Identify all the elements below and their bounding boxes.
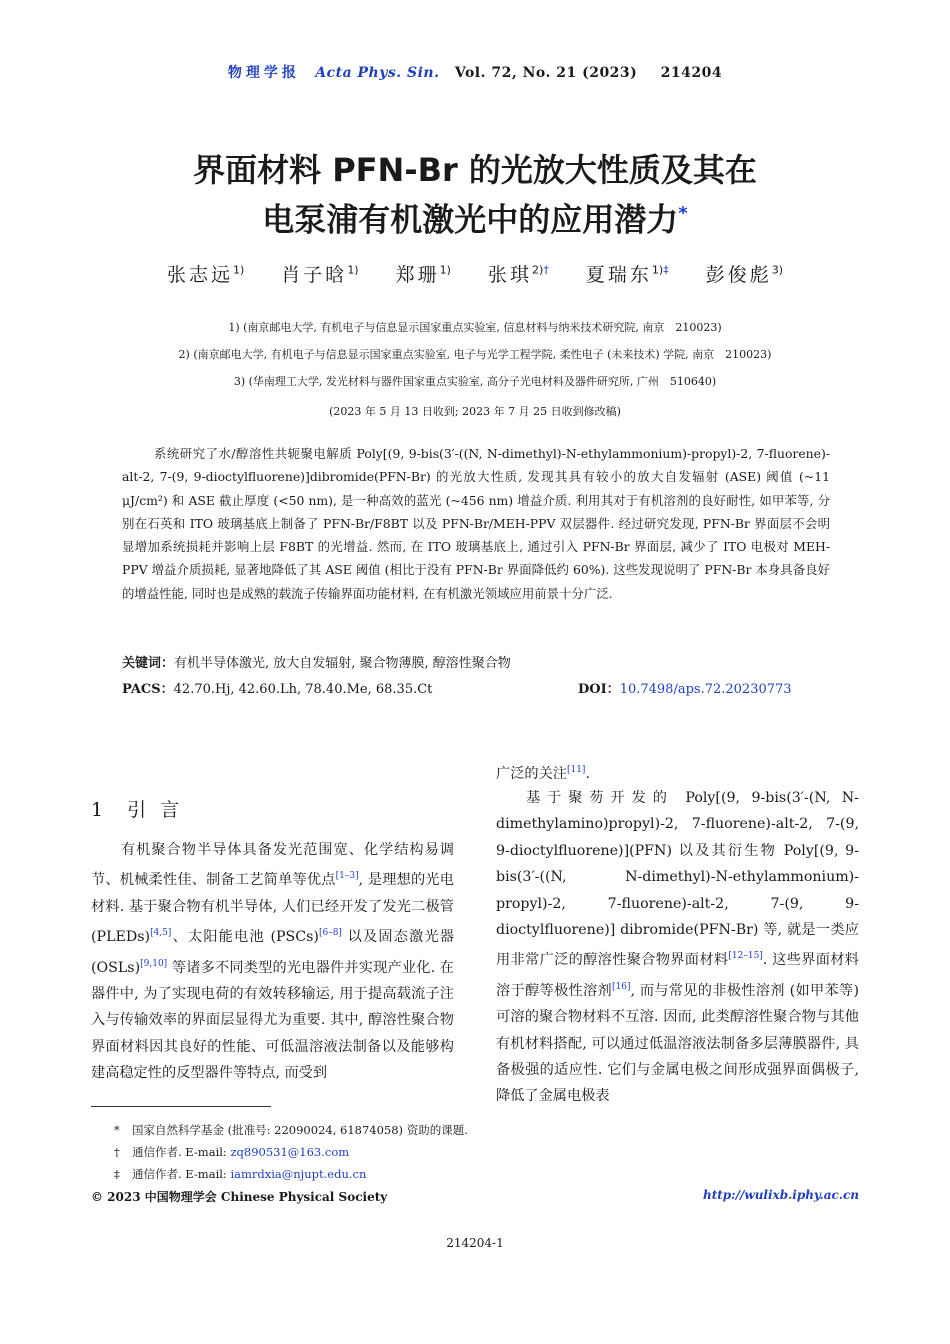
funding-marker: * <box>678 203 688 224</box>
affiliation-3: 3) (华南理工大学, 发光材料与器件国家重点实验室, 高分子光电材料及器件研究所, 广州 510640) <box>233 375 717 388</box>
doi-label: DOI： <box>578 682 620 697</box>
section-number: 1 <box>91 799 106 821</box>
author: 彭俊彪$^{3)}$ <box>705 263 784 286</box>
author: 张志远$^{1)}$ <box>166 263 245 286</box>
page-number: 214204-1 <box>446 1236 504 1250</box>
affiliation-1: 1) (南京邮电大学, 有机电子与信息显示国家重点实验室, 信息材料与纳米技术研究院, 南京 210023) <box>228 321 722 334</box>
footnote-corresponding-1: † 通信作者. E-mail: zq890531@163.com <box>114 1145 350 1159</box>
email-link[interactable]: iamrdxia@njupt.edu.cn <box>230 1167 367 1181</box>
abstract: 系统研究了水/醇溶性共轭聚电解质 Poly[(9, 9-bis(3′-((N, N-dimethyl)-N-ethylammonium)-propyl)-2, 7-fluorene)-alt-2, 7-(9, 9-dioctylfluorene)]dibromide(PFN-Br) 的光放大性质, 发现其具有较小的放大自发辐射 (ASE) 阈值 (~11 μJ/cm²) 和 ASE 截止厚度 (<50 nm), 是一种高效的蓝光 (~456 nm) 增益介质. 利用其对于有机溶剂的良好耐性, 如甲苯等, 分别在石英和 ITO 玻璃基底上制备了 PFN-Br/F8BT 以及 PFN-Br/MEH-PPV 双层器件. 经过研究发现, PFN-Br 界面层不会明显增加系统损耗并影响上层 F8BT 的光增益. 然而, 在 ITO 玻璃基底上, 通过引入 PFN-Br 界面层, 减少了 ITO 电极对 MEH-PPV 增益介质损耗, 显著地降低了其 ASE 阈值 (相比于没有 PFN-Br 界面降低约 60%). 这些发现说明了 PFN-Br 本身具备良好的增益性能, 同时也是成熟的载流子传输界面功能材料, 在有机激光领域应用前景十分广泛. <box>122 446 830 601</box>
intro-paragraph-1-continued: 广泛的关注[11]. <box>496 765 590 782</box>
journal-website-link[interactable]: http://wulixb.iphy.ac.cn <box>702 1188 859 1202</box>
journal-header <box>0 62 950 82</box>
pacs-text: 42.70.Hj, 42.60.Lh, 78.40.Me, 68.35.Ct <box>173 682 433 697</box>
author: 郑珊$^{1)}$ <box>395 263 451 286</box>
author: 夏瑞东$^{1)\ddagger}$ <box>585 263 669 286</box>
article-number: 214204 <box>660 65 723 81</box>
paper-title <box>0 148 950 242</box>
pacs-line <box>122 678 830 697</box>
volume-info: Vol. 72, No. 21 (2023) <box>454 65 638 81</box>
pacs-label: PACS： <box>122 682 174 697</box>
received-dates: (2023 年 5 月 13 日收到; 2023 年 7 月 25 日收到修改稿) <box>329 405 621 418</box>
citation[interactable]: [4,5] <box>150 928 172 939</box>
footnote-funding: * 国家自然科学基金 (批准号: 22090024, 61874058) 资助的课题. <box>114 1123 468 1137</box>
email-link[interactable]: zq890531@163.com <box>230 1145 350 1159</box>
title-line-2: 电泵浦有机激光中的应用潜力* <box>262 200 688 239</box>
intro-paragraph-1: 有机聚合物半导体具备发光范围宽、化学结构易调节、机械柔性佳、制备工艺简单等优点[1–3], 是理想的光电材料. 基于聚合物有机半导体, 人们已经开发了发光二极管 (PLEDs)[4,5]、太阳能电池 (PSCs)[6–8] 以及固态激光器 (OSLs)[9,10] 等诸多不同类型的光电器件并实现产业化. 在器件中, 为了实现电荷的有效转移输运, 用于提高载流子注入与传输效率的界面层显得尤为重要. 其中, 醇溶性聚合物界面材料因其良好的性能、可低温溶液法制备以及能够构建高稳定性的反型器件等特点, 而受到 <box>91 842 455 1082</box>
author: 张琪$^{2)\dagger}$ <box>488 263 549 286</box>
copyright: © 2023 中国物理学会 Chinese Physical Society <box>91 1190 388 1204</box>
section-heading <box>91 795 193 822</box>
citation[interactable]: [9,10] <box>140 958 168 969</box>
citation[interactable]: [6–8] <box>318 928 342 939</box>
author: 肖子晗$^{1)}$ <box>281 263 359 286</box>
citation[interactable]: [11] <box>566 765 586 775</box>
keywords <box>122 652 830 671</box>
affiliation-2: 2) (南京邮电大学, 有机电子与信息显示国家重点实验室, 电子与光学工程学院, 柔性电子 (未来技术) 学院, 南京 210023) <box>178 348 772 361</box>
author-list <box>0 260 950 287</box>
citation[interactable]: [12–15] <box>728 951 763 962</box>
keywords-label: 关键词： <box>122 656 175 671</box>
footnote-divider <box>91 1106 271 1107</box>
journal-name-en: Acta Phys. Sin. <box>315 65 440 81</box>
section-title: 引言 <box>127 799 194 821</box>
doi <box>578 678 792 697</box>
intro-paragraph-2: 基于聚芴开发的 Poly[(9, 9-bis(3′-(N, N-dimethylamino)propyl)-2, 7-fluorene)-alt-2, 7-(9, 9-dioctylfluorene)](PFN) 以及其衍生物 Poly[(9, 9-bis(3′-((N, N-dimethyl)-N-ethylammonium)-propyl)-2, 7-fluorene)-alt-2, 7-(9, 9-dioctylfluorene)] dibromide(PFN-Br) 等, 就是一类应用非常广泛的醇溶性聚合物界面材料[12–15]. 这些界面材料溶于醇等极性溶剂[16], 而与常见的非极性溶剂 (如甲苯等) 可溶的聚合物材料不互溶. 因而, 此类醇溶性聚合物与其他有机材料搭配, 可以通过低温溶液法制备多层薄膜器件, 具备极强的适应性. 它们与金属电极之间形成强界面偶极子, 降低了金属电极表 <box>496 790 859 1105</box>
citation[interactable]: [16] <box>612 981 631 992</box>
doi-link[interactable]: 10.7498/aps.72.20230773 <box>619 682 792 697</box>
journal-name-cn: 物理学报 <box>227 65 300 81</box>
footnote-corresponding-2: ‡ 通信作者. E-mail: iamrdxia@njupt.edu.cn <box>114 1167 367 1181</box>
keywords-text: 有机半导体激光, 放大自发辐射, 聚合物薄膜, 醇溶性聚合物 <box>174 656 511 671</box>
citation[interactable]: [1–3] <box>335 871 359 882</box>
title-line-1: 界面材料 PFN-Br 的光放大性质及其在 <box>193 151 757 189</box>
